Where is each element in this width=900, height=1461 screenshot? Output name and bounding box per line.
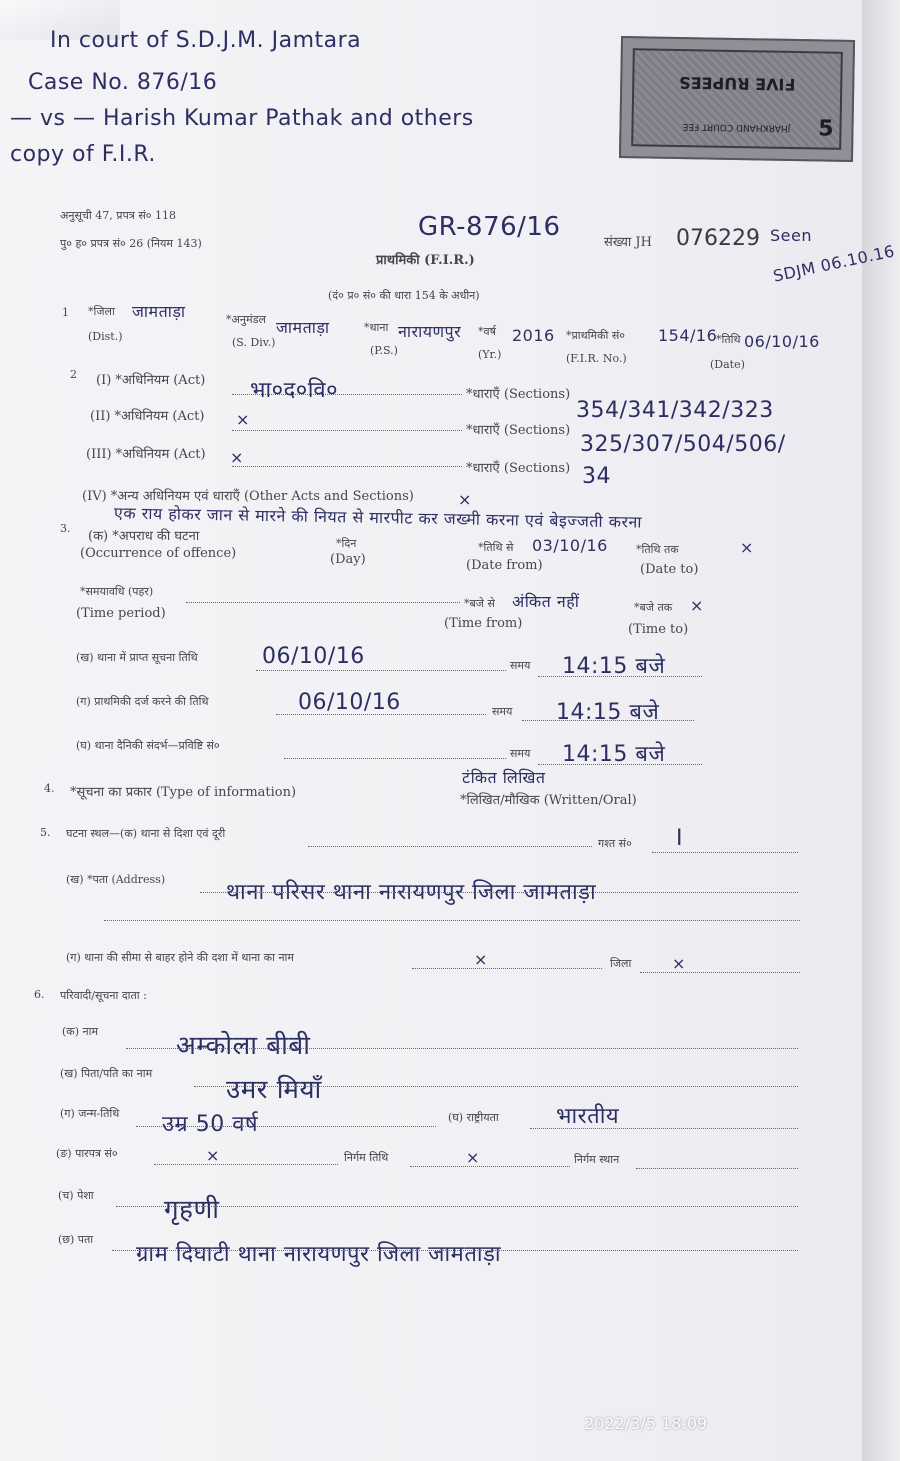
fir-registered-time-label: समय xyxy=(492,705,513,718)
fir-en: (F.I.R. No.) xyxy=(566,352,627,365)
date-en: (Date) xyxy=(710,358,745,371)
yr-label: *वर्ष xyxy=(478,325,496,338)
stamp-text: FIVE RUPEES xyxy=(679,72,796,95)
occurrence-label: (क) *अपराध की घटना xyxy=(88,529,200,544)
fir-value: 154/16 xyxy=(658,326,718,345)
complainant-label: परिवादी/सूचना दाता : xyxy=(60,989,147,1002)
outside-ps-value: × xyxy=(474,950,488,969)
info-received-label: (ख) थाना में प्राप्त सूचना तिथि xyxy=(76,651,198,664)
fir-registered-time-line xyxy=(522,718,694,721)
item2-number: 2 xyxy=(70,368,77,381)
act1-value: भा०द०वि० xyxy=(250,378,339,403)
passport-value: × xyxy=(206,1146,220,1165)
dist-value: जामताड़ा xyxy=(132,302,186,321)
info-received-time-line xyxy=(538,674,702,677)
info-received-time-label: समय xyxy=(510,659,531,672)
yr-en: (Yr.) xyxy=(478,348,502,361)
outside-ps-line xyxy=(412,966,602,969)
info-received-date: 06/10/16 xyxy=(262,644,365,669)
court-fee-stamp xyxy=(619,36,855,162)
header-parties: — vs — Harish Kumar Pathak and others xyxy=(10,106,474,131)
stamp-subtext: JHARKHAND COURT FEE xyxy=(682,121,791,133)
yr-value: 2016 xyxy=(512,326,555,345)
act2-line xyxy=(232,428,462,431)
act1-label: (I) *अधिनियम (Act) xyxy=(96,373,206,388)
fir-label: *प्राथमिकी सं० xyxy=(566,329,626,342)
father-value: उमर मियाँ xyxy=(226,1075,322,1105)
schedule-label: अनुसूची 47, प्रपत्र सं० 118 xyxy=(60,209,176,222)
act1-sections-label: *धाराएँ (Sections) xyxy=(466,387,571,402)
date-to-en: (Date to) xyxy=(640,562,699,577)
complainant-address-value: ग्राम दिघाटी थाना नारायणपुर जिला जामताड़ा xyxy=(136,1242,502,1267)
photo-timestamp: 2022/3/5 18:09 xyxy=(584,1414,708,1433)
father-line xyxy=(194,1084,798,1087)
item3-number: 3. xyxy=(60,522,71,535)
written-oral-label: *लिखित/मौखिक (Written/Oral) xyxy=(460,793,637,808)
magistrate-signature: SDJM 06.10.16 xyxy=(771,241,897,286)
date-from-label: *तिथि से xyxy=(478,541,514,554)
address-label: (ख) *पता (Address) xyxy=(66,873,166,886)
date-to-label: *तिथि तक xyxy=(636,543,679,556)
diary-time: 14:15 बजे xyxy=(562,742,666,767)
issue-date-label: निर्गम तिथि xyxy=(344,1151,389,1164)
address-line-2 xyxy=(104,918,800,921)
sdiv-value: जामताड़ा xyxy=(276,318,330,337)
issue-place-line xyxy=(636,1166,798,1169)
occupation-line xyxy=(116,1204,798,1207)
item1-number: 1 xyxy=(62,306,69,319)
fir-registered-line xyxy=(276,712,486,715)
place-direction-line xyxy=(308,844,592,847)
act3-sections-value: 34 xyxy=(582,464,611,489)
time-from-en: (Time from) xyxy=(444,616,523,631)
time-to-en: (Time to) xyxy=(628,622,689,637)
ps-en: (P.S.) xyxy=(370,344,398,357)
act1-sections-value: 354/341/342/323 xyxy=(576,398,774,423)
beat-line xyxy=(652,850,798,853)
act2-label: (II) *अधिनियम (Act) xyxy=(90,409,205,424)
date-value: 06/10/16 xyxy=(744,332,820,351)
info-type-hand: टंकित लिखित xyxy=(462,768,546,787)
header-case-number: Case No. 876/16 xyxy=(28,70,218,95)
time-period-label: *समयावधि (पहर) xyxy=(80,585,154,598)
district-line xyxy=(640,970,800,973)
serial-number: 076229 xyxy=(676,226,760,251)
time-period-en: (Time period) xyxy=(76,606,166,621)
other-acts-value: × xyxy=(458,490,472,509)
nationality-line xyxy=(530,1126,798,1129)
diary-ref-label: (घ) थाना दैनिकी संदर्भ—प्रविष्टि सं० xyxy=(76,739,220,752)
time-from-value: अंकित नहीं xyxy=(512,592,580,611)
dob-line xyxy=(136,1124,436,1127)
act2-sections-label: *धाराएँ (Sections) xyxy=(466,423,571,438)
date-from-en: (Date from) xyxy=(466,558,543,573)
name-value: अम्कोला बीबी xyxy=(176,1031,311,1061)
occupation-label: (च) पेशा xyxy=(58,1189,94,1202)
sdiv-label: *अनुमंडल xyxy=(226,313,266,326)
time-to-label: *बजे तक xyxy=(634,601,673,614)
father-label: (ख) पिता/पति का नाम xyxy=(60,1067,153,1080)
page-edge xyxy=(862,0,900,1461)
district-label: जिला xyxy=(610,957,632,970)
day-en: (Day) xyxy=(330,552,366,567)
address-line-1 xyxy=(200,890,798,893)
dist-label: *जिला xyxy=(88,305,115,318)
date-to-value: × xyxy=(740,538,754,557)
act3-value: × xyxy=(230,448,244,467)
item5-number: 5. xyxy=(40,826,51,839)
sdiv-en: (S. Div.) xyxy=(232,336,276,349)
info-received-line xyxy=(256,668,506,671)
issue-place-label: निर्गम स्थान xyxy=(574,1153,620,1166)
ps-value: नारायणपुर xyxy=(398,322,462,341)
diary-ref-line xyxy=(284,756,506,759)
issue-date-value: × xyxy=(466,1148,480,1167)
form-title: प्राथमिकी (F.I.R.) xyxy=(376,253,475,268)
act3-sections-label: *धाराएँ (Sections) xyxy=(466,461,571,476)
place-direction-label: घटना स्थल—(क) थाना से दिशा एवं दूरी xyxy=(66,827,226,840)
nationality-value: भारतीय xyxy=(556,1104,620,1129)
seen-note: Seen xyxy=(770,226,812,245)
dob-label: (ग) जन्म-तिथि xyxy=(60,1107,120,1120)
occurrence-en: (Occurrence of offence) xyxy=(80,546,237,561)
occurrence-description: एक राय होकर जान से मारने की नियत से मारपीट कर जख्मी करना एवं बेइज्जती करना xyxy=(113,503,643,532)
passport-line xyxy=(154,1162,338,1165)
nationality-label: (घ) राष्ट्रीयता xyxy=(448,1111,499,1124)
gr-number: GR-876/16 xyxy=(418,212,561,242)
time-from-label: *बजे से xyxy=(464,597,495,610)
time-to-value: × xyxy=(690,596,704,615)
header-court-line: In court of S.D.J.M. Jamtara xyxy=(50,28,362,53)
passport-label: (ङ) पारपत्र सं० xyxy=(56,1147,118,1160)
name-label: (क) नाम xyxy=(62,1025,99,1038)
act3-label: (III) *अधिनियम (Act) xyxy=(86,447,206,462)
issue-date-line xyxy=(410,1164,570,1167)
beat-value: I xyxy=(676,826,683,851)
name-line xyxy=(126,1046,798,1049)
complainant-address-label: (छ) पता xyxy=(58,1233,94,1246)
fir-registered-label: (ग) प्राथमिकी दर्ज करने की तिथि xyxy=(76,695,209,708)
diary-time-label: समय xyxy=(510,747,531,760)
beat-label: गश्त सं० xyxy=(598,837,632,850)
other-acts-label: (IV) *अन्य अधिनियम एवं धाराएँ (Other Acts and Sections) xyxy=(82,489,414,504)
date-label: *तिथि xyxy=(716,333,741,346)
form-subtitle: (दं० प्र० सं० की धारा 154 के अधीन) xyxy=(328,289,480,302)
time-period-line xyxy=(186,600,460,603)
item6-number: 6. xyxy=(34,988,45,1001)
info-received-time: 14:15 बजे xyxy=(562,654,666,679)
fir-registered-time: 14:15 बजे xyxy=(556,700,660,725)
outside-ps-label: (ग) थाना की सीमा से बाहर होने की दशा में थाना का नाम xyxy=(66,951,294,964)
address-value: थाना परिसर थाना नारायणपुर जिला जामताड़ा xyxy=(226,880,597,905)
district-value: × xyxy=(672,954,686,973)
police-form-label: पु० ह० प्रपत्र सं० 26 (नियम 143) xyxy=(60,237,202,250)
act2-sections-value: 325/307/504/506/ xyxy=(580,432,786,457)
dist-en: (Dist.) xyxy=(88,330,123,343)
dob-value: उम्र 50 वर्ष xyxy=(162,1112,259,1137)
stamp-number: 5 xyxy=(817,116,834,142)
act3-line xyxy=(232,464,462,467)
complainant-address-line xyxy=(112,1248,798,1251)
day-label: *दिन xyxy=(336,537,357,550)
info-type-label: *सूचना का प्रकार (Type of information) xyxy=(70,785,297,800)
ps-label: *थाना xyxy=(364,321,389,334)
occupation-value: गृहणी xyxy=(164,1195,220,1225)
diary-time-line xyxy=(538,762,702,765)
date-from-value: 03/10/16 xyxy=(532,536,608,555)
act2-value: × xyxy=(236,410,250,429)
item4-number: 4. xyxy=(44,782,55,795)
serial-label: संख्या JH xyxy=(604,235,652,250)
fir-registered-date: 06/10/16 xyxy=(298,690,401,715)
header-copy-of: copy of F.I.R. xyxy=(10,142,156,167)
